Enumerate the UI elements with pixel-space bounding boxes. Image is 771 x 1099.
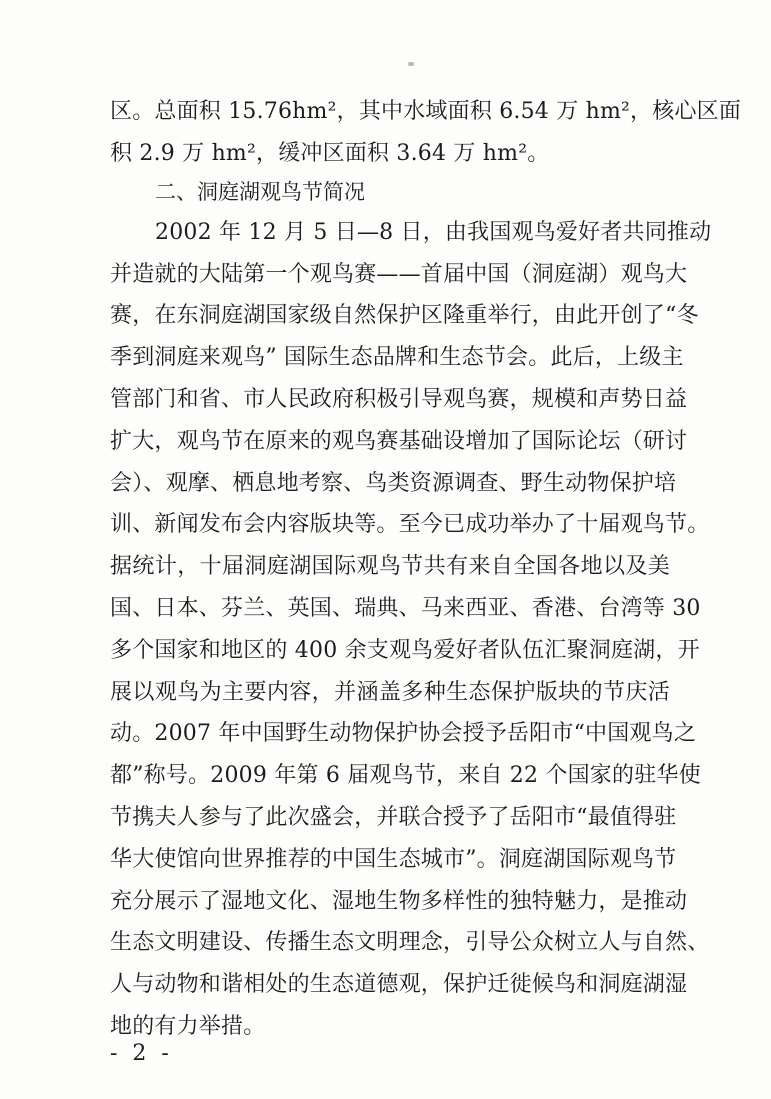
paragraph-line-17: 充分展示了湿地文化、湿地生物多样性的独特魅力，是推动 <box>110 889 688 914</box>
paragraph-line-9: 据统计，十届洞庭湖国际观鸟节共有来自全国各地以及美 <box>110 554 670 579</box>
paragraph-line-7: 会）、观摩、栖息地考察、鸟类资源调查、野生动物保护培 <box>110 471 677 496</box>
paragraph-line-10: 国、日本、芬兰、英国、瑞典、马来西亚、香港、台湾等 30 <box>110 596 701 621</box>
paragraph-line-2: 并造就的大陆第一个观鸟赛——首届中国（洞庭湖）观鸟大 <box>110 262 688 287</box>
paragraph-line-20: 地的有力举措。 <box>110 1014 266 1039</box>
paragraph-line-13: 动。2007 年中国野生动物保护协会授予岳阳市“中国观鸟之 <box>110 721 697 746</box>
paragraph-line-4: 季到洞庭来观鸟” 国际生态品牌和生态节会。此后，上级主 <box>110 345 684 370</box>
paragraph-line-3: 赛，在东洞庭湖国家级自然保护区隆重举行，由此开创了“冬 <box>110 303 699 328</box>
paragraph-line-18: 生态文明建设、传播生态文明理念，引导公众树立人与自然、 <box>110 930 710 955</box>
section-heading: 二、洞庭湖观鸟节简况 <box>155 180 365 204</box>
paragraph-line-14: 都”称号。2009 年第 6 届观鸟节，来自 22 个国家的驻华使 <box>110 763 701 788</box>
scan-speck <box>408 62 414 66</box>
intro-line-2: 积 2.9 万 hm²，缓冲区面积 3.64 万 hm²。 <box>110 141 550 166</box>
paragraph-line-6: 扩大，观鸟节在原来的观鸟赛基础设增加了国际论坛（研讨 <box>110 429 688 454</box>
page-number: - 2 - <box>110 1041 173 1066</box>
paragraph-line-15: 节携夫人参与了此次盛会，并联合授予了岳阳市“最值得驻 <box>110 805 677 830</box>
paragraph-line-1: 2002 年 12 月 5 日—8 日，由我国观鸟爱好者共同推动 <box>155 220 712 245</box>
paragraph-line-16: 华大使馆向世界推荐的中国生态城市”。洞庭湖国际观鸟节 <box>110 847 677 872</box>
paragraph-line-8: 训、新闻发布会内容版块等。至今已成功举办了十届观鸟节。 <box>110 512 710 537</box>
paragraph-line-12: 展以观鸟为主要内容，并涵盖多种生态保护版块的节庆活 <box>110 680 670 705</box>
paragraph-line-19: 人与动物和谐相处的生态道德观，保护迁徙候鸟和洞庭湖湿 <box>110 972 688 997</box>
paragraph-line-11: 多个国家和地区的 400 余支观鸟爱好者队伍汇聚洞庭湖，开 <box>110 638 700 663</box>
intro-line-1: 区。总面积 15.76hm²，其中水域面积 6.54 万 hm²，核心区面 <box>110 99 742 124</box>
paragraph-line-5: 管部门和省、市人民政府积极引导观鸟赛，规模和声势日益 <box>110 387 688 412</box>
